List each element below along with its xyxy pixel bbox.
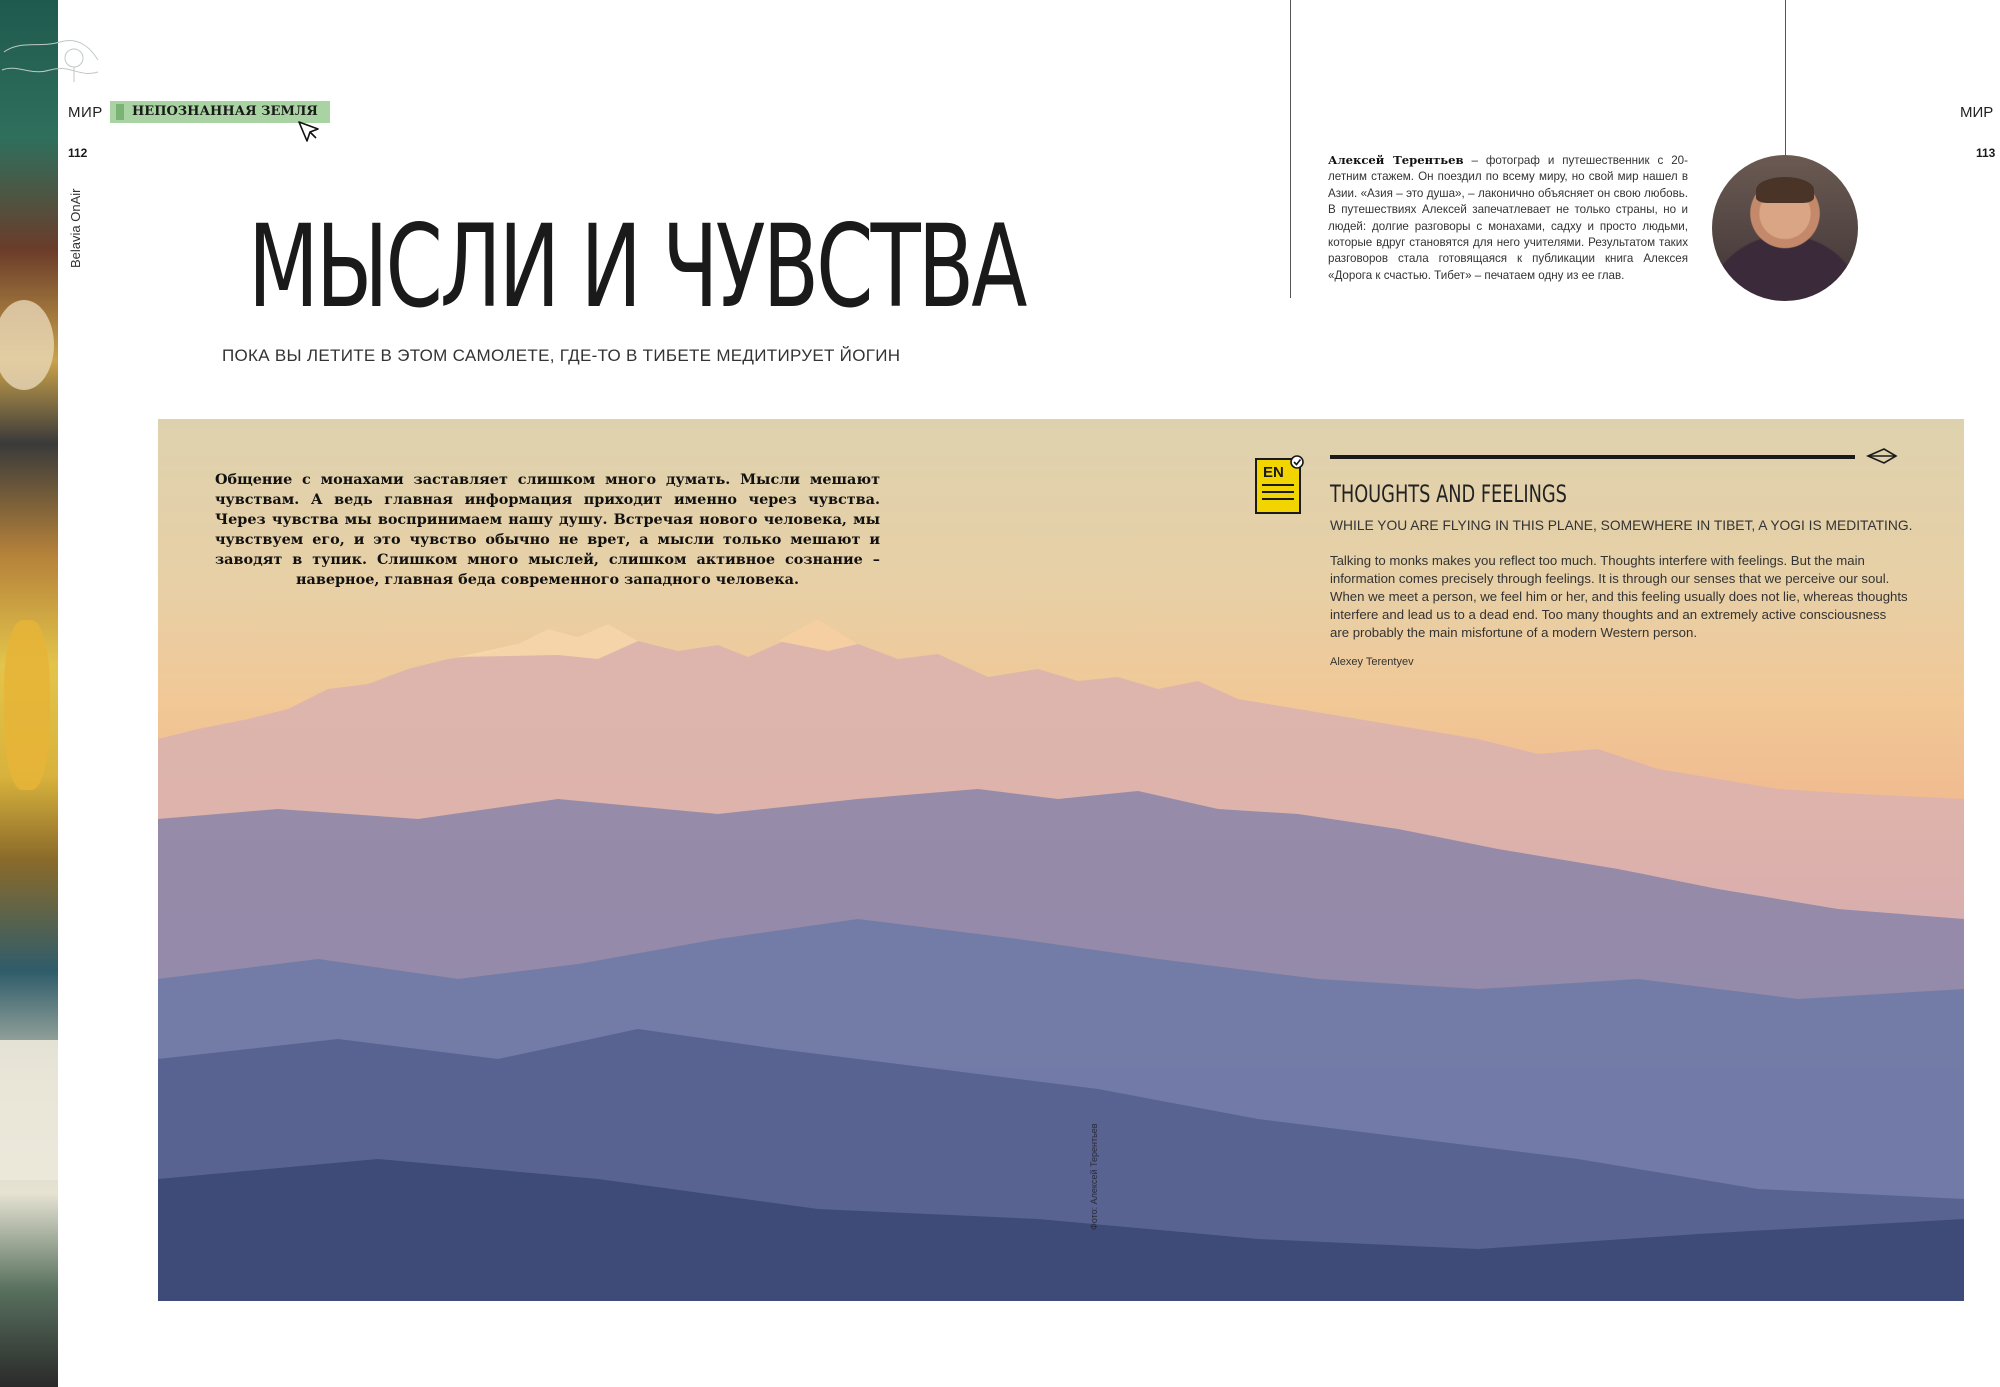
article-subtitle: ПОКА ВЫ ЛЕТИТЕ В ЭТОМ САМОЛЕТЕ, ГДЕ-ТО В ТИБЕТЕ МЕДИТИРУЕТ ЙОГИН — [222, 346, 901, 365]
photo-credit: Фото: Алексей Терентьев — [1089, 1123, 1099, 1230]
article-title: МЫСЛИ И ЧУВСТВА — [248, 200, 1025, 333]
author-name: Алексей Терентьев — [1328, 153, 1464, 167]
author-bio-text: – фотограф и путешественник с 20-летним стажем. Он поездил по всему миру, но свой мир нашел в Азии. «Азия – это душа», – лаконично объясняет он свою любовь. В путешествиях Алексей запечатлевает не только страны, но и людей: долгие разговоры с монахами, садху и просто людьми, которые вдруг становятся для него учителями. Результатом таких разговоров стала готовящаяся к публикации книга Алексея «Дорога к счастью. Тибет» – печатаем одну из ее глав. — [1328, 154, 1688, 282]
document-check-icon — [1254, 455, 1304, 517]
author-avatar — [1712, 155, 1858, 301]
pen-nib-icon — [1866, 446, 1898, 466]
english-body: Talking to monks makes you reflect too much. Thoughts interfere with feelings. But the main information comes precisely through feelings. It is through our senses that we perceive our soul. When we meet a person, we feel him or her, and this feeling usually does not lie, whereas thoughts interfere and lead us to a dead end. Too many thoughts and an extremely active consciousness are probably the main misfortune of a modern Western person. — [1330, 553, 1908, 640]
russian-pullquote: Общение с монахами заставляет слишком много думать. Мысли мешают чувствам. А ведь главная информация приходит именно через чувства. Через чувства мы воспринимаем нашу душу. Встречая нового человека, мы чувствуем его, и это чувство обычно не врет, а мысли только мешают и заводят в тупик. Слишком много мыслей, слишком активное сознание – наверное, главная беда современного западного человека. — [215, 471, 880, 588]
rubric-tag: НЕПОЗНАННАЯ ЗЕМЛЯ — [110, 101, 330, 123]
author-bio — [1328, 152, 1688, 284]
english-subtitle: WHILE YOU ARE FLYING IN THIS PLANE, SOMEWHERE IN TIBET, A YOGI IS MEDITATING. — [1330, 518, 1913, 533]
badge-label: EN — [1263, 464, 1284, 481]
decorative-art-strip — [0, 0, 58, 1387]
page-number-right: 113 — [1976, 146, 1996, 160]
magazine-brand: Belavia OnAir — [68, 188, 83, 268]
cursor-arrow-icon — [296, 120, 322, 144]
avatar-hanger-line — [1785, 0, 1786, 160]
english-title: THOUGHTS AND FEELINGS — [1330, 480, 1567, 508]
section-rule — [1330, 455, 1855, 459]
world-map-icon — [0, 30, 100, 110]
section-label-right: МИР — [1960, 104, 1994, 121]
divider-line — [1290, 0, 1291, 298]
english-author: Alexey Terentyev — [1330, 656, 1414, 668]
section-label: МИР — [68, 104, 103, 121]
page-number-left: 112 — [68, 146, 88, 160]
